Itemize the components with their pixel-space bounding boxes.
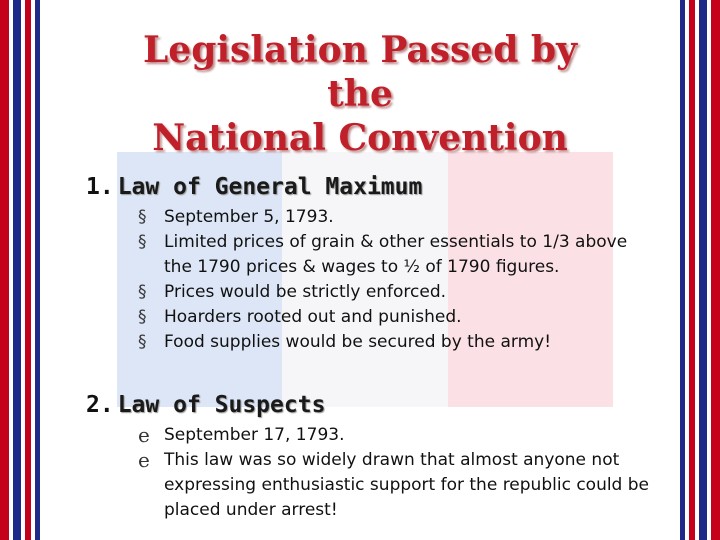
bullet-icon: § [138,307,147,327]
section-2-heading [86,392,325,418]
section-1-title: Law of General Maximum [117,174,423,200]
section-2-number: 2. [86,392,114,418]
bullet-icon: e [138,423,150,447]
list-item: § Food supplies would be secured by the army! [138,330,648,355]
list-item: § Prices would be strictly enforced. [138,280,648,305]
list-item: e This law was so widely drawn that almost anyone not expressing enthusiastic support for the republic could be placed under arrest! [138,448,650,520]
section-1-list [138,205,648,355]
bullet-icon: § [138,282,147,302]
title-line-2: the [327,73,393,115]
bullet-icon: e [138,448,150,472]
section-2-list [138,423,658,523]
list-item: e September 17, 1793. [138,423,345,447]
list-item: § September 5, 1793. [138,205,648,230]
slide-title [0,28,720,160]
section-1-heading [86,174,422,200]
list-item: § Limited prices of grain & other essentials to 1/3 above the 1790 prices & wages to ½ of 1790 figures. [138,232,628,277]
title-line-3: National Convention [152,117,568,159]
bullet-icon: § [138,332,147,352]
title-line-1: Legislation Passed by [142,29,578,71]
section-2-title: Law of Suspects [117,392,326,418]
bullet-icon: § [138,232,147,252]
section-1-number: 1. [86,174,114,200]
bullet-icon: § [138,207,147,227]
list-item: § Hoarders rooted out and punished. [138,305,648,330]
